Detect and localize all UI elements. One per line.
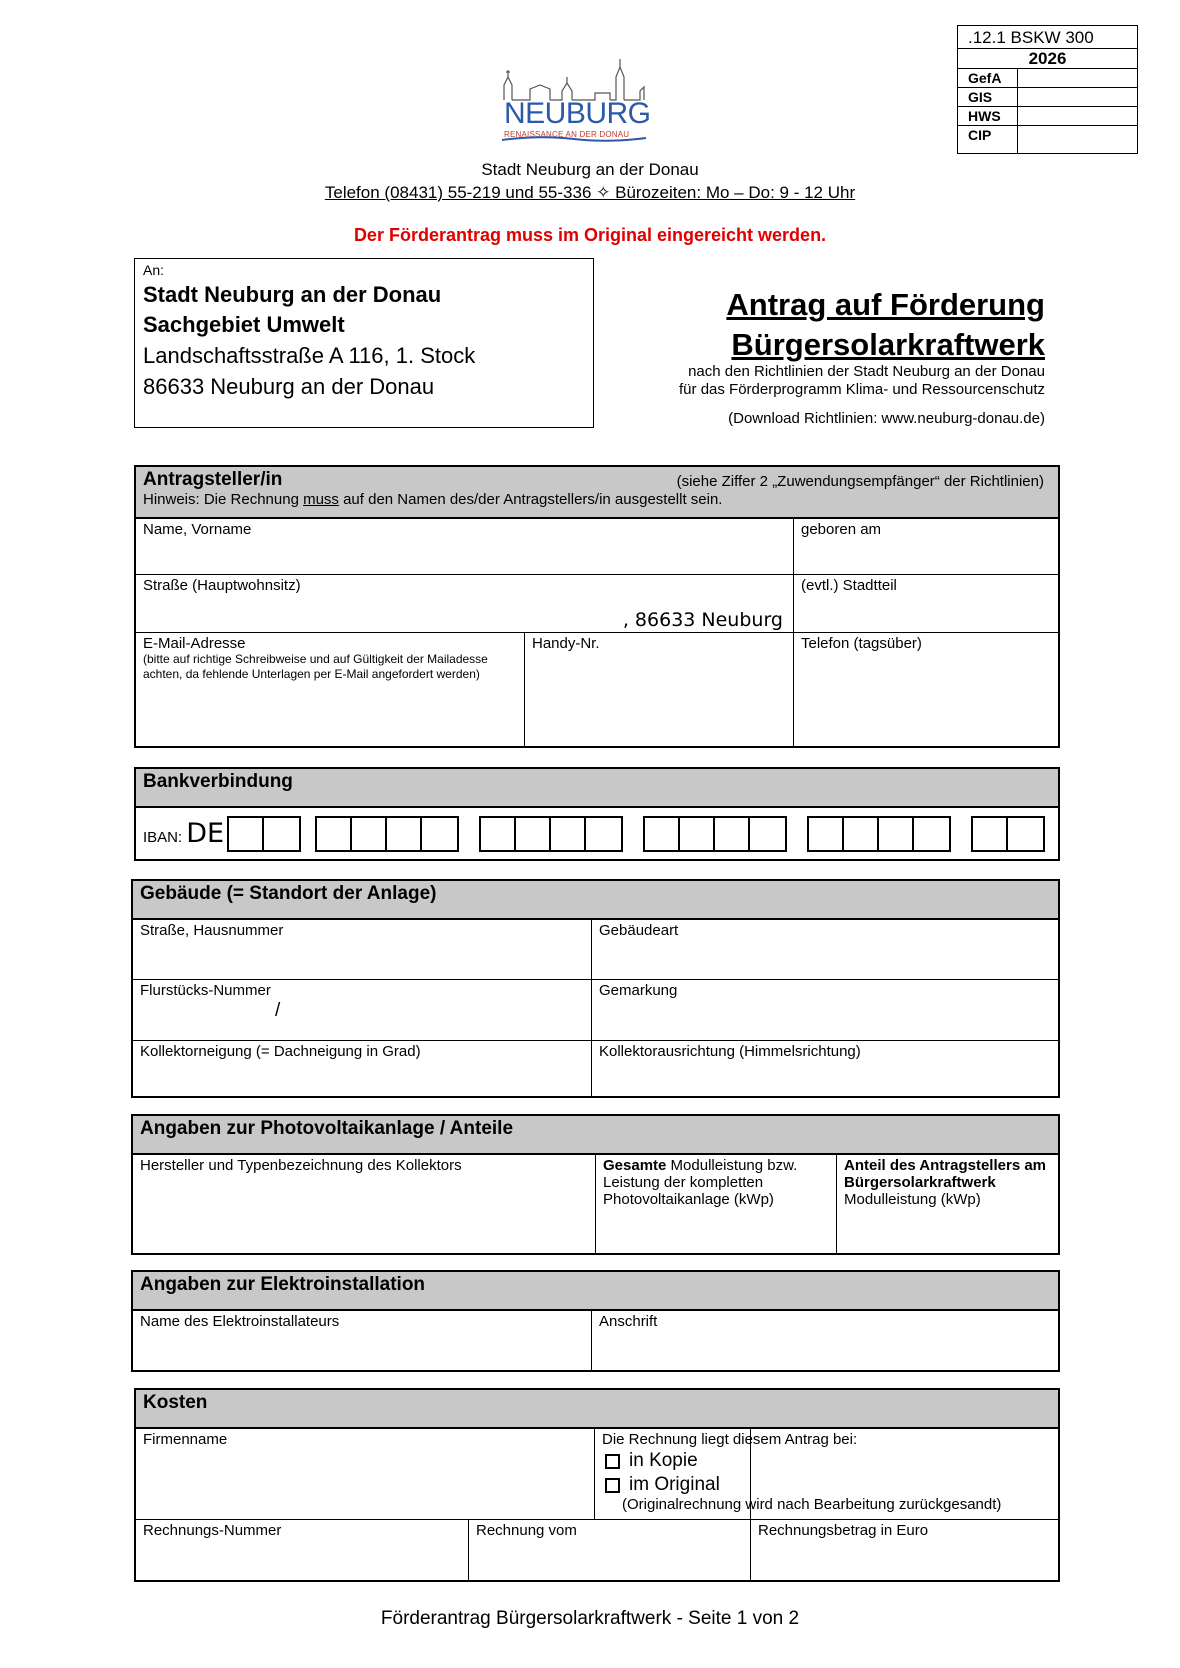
building-type-label: Gebäudeart (599, 922, 679, 939)
iban-group (479, 816, 623, 852)
iban-digit-box[interactable] (809, 818, 844, 850)
invoice-number-label: Rechnungs-Nummer (143, 1522, 282, 1539)
office-row-label: CIP (958, 126, 1018, 153)
tilt-label: Kollektorneigung (= Dachneigung in Grad) (140, 1043, 421, 1060)
iban-digit-box[interactable] (645, 818, 680, 850)
share-output-label: Modulleistung (kWp) (844, 1191, 981, 1208)
copy-checkbox[interactable] (602, 1450, 1051, 1472)
invoice-attachment-options (594, 1429, 1058, 1520)
costs-section (134, 1388, 1060, 1582)
total-output-label: Modulleistung bzw. Leistung der kompletten Photovoltaikanlage (kWp) (603, 1157, 798, 1208)
company-name-label: Firmenname (143, 1431, 228, 1448)
form-title-line-2: Bürgersolarkraftwerk (731, 327, 1045, 362)
pv-section (131, 1114, 1060, 1255)
bank-section (134, 767, 1060, 861)
email-note: (bitte auf richtige Schreibweise und auf Gültigkeit der Mailadesse achten, da fehlende Unterlagen per E-Mail angefordert werden) (143, 652, 488, 681)
electro-heading: Angaben zur Elektroinstallation (140, 1274, 426, 1295)
hint-emphasis: muss (303, 491, 339, 508)
hint-text: auf den Namen des/der Antragstellers/in ausgestellt sein. (338, 491, 723, 508)
bank-heading: Bankverbindung (143, 771, 293, 792)
address-line-2: Sachgebiet Umwelt (143, 312, 345, 337)
form-subtitle-line-2: für das Förderprogramm Klima- und Ressourcenschutz (679, 381, 1045, 398)
office-year: 2026 (958, 49, 1137, 69)
building-header (133, 881, 1058, 920)
pv-header (133, 1116, 1058, 1155)
logo-tagline: RENAISSANCE AN DER DONAU (504, 130, 630, 139)
pv-heading: Angaben zur Photovoltaikanlage / Anteile (140, 1118, 514, 1139)
iban-digit-box[interactable] (387, 818, 422, 850)
iban-digit-box[interactable] (551, 818, 586, 850)
iban-digit-box[interactable] (680, 818, 715, 850)
email-label: E-Mail-Adresse (143, 635, 246, 652)
page-footer: Förderantrag Bürgersolarkraftwerk - Seite 1 von 2 (380, 1608, 800, 1629)
invoice-date-label: Rechnung vom (476, 1522, 577, 1539)
iban-digit-box[interactable] (586, 818, 621, 850)
district-label: (evtl.) Stadtteil (801, 577, 897, 594)
iban-digit-box[interactable] (844, 818, 879, 850)
wave-icon (500, 135, 648, 143)
tilt-field[interactable] (133, 1041, 592, 1096)
city-name: Stadt Neuburg an der Donau (481, 160, 699, 179)
invoice-amount-field[interactable] (751, 1520, 1058, 1580)
iban-label: IBAN: (143, 829, 183, 846)
installer-name-label: Name des Elektroinstallateurs (140, 1313, 340, 1330)
iban-digit-box[interactable] (317, 818, 352, 850)
address-to-label: An: (143, 262, 165, 278)
building-section (131, 879, 1060, 1098)
orientation-field[interactable] (592, 1041, 1058, 1096)
total-output-field[interactable] (596, 1155, 837, 1253)
iban-digit-box[interactable] (973, 818, 1008, 850)
parcel-label: Flurstücks-Nummer (140, 982, 271, 999)
share-output-emphasis: Anteil des Antragstellers am Bürgersolarkraftwerk (844, 1157, 1047, 1191)
iban-group (971, 816, 1045, 852)
iban-digit-box[interactable] (422, 818, 457, 850)
mobile-label: Handy-Nr. (532, 635, 600, 652)
cadastral-district-field[interactable] (592, 980, 1058, 1041)
building-heading: Gebäude (= Standort der Anlage) (140, 883, 437, 904)
office-row-label: GefA (958, 69, 1018, 87)
download-note: (Download Richtlinien: www.neuburg-donau.de) (728, 410, 1045, 427)
neuburg-logo (500, 55, 651, 140)
form-subtitle (600, 363, 1045, 399)
checkbox-icon (605, 1478, 620, 1493)
address-line-3: Landschaftsstraße A 116, 1. Stock (143, 343, 476, 368)
applicant-heading: Antragsteller/in (143, 469, 283, 490)
costs-heading: Kosten (143, 1392, 208, 1413)
total-output-emphasis: Gesamte (603, 1157, 667, 1174)
applicant-header (136, 467, 1058, 519)
iban-digit-box[interactable] (352, 818, 387, 850)
invoice-attached-label: Die Rechnung liegt diesem Antrag bei: (602, 1431, 858, 1448)
iban-digit-box[interactable] (715, 818, 750, 850)
iban-digit-box[interactable] (750, 818, 785, 850)
iban-digit-box[interactable] (481, 818, 516, 850)
hint-text: Hinweis: Die Rechnung (143, 491, 304, 508)
applicant-reference: (siehe Ziffer 2 „Zuwendungsempfänger“ der Richtlinien) (676, 473, 1044, 490)
applicant-section (134, 465, 1060, 748)
iban-prefix: DE (186, 818, 225, 849)
invoice-number-field[interactable] (136, 1520, 469, 1580)
street-label: Straße (Hauptwohnsitz) (143, 577, 301, 594)
office-use-box (957, 25, 1138, 154)
form-title-line-1: Antrag auf Förderung (726, 287, 1045, 322)
logo-wordmark: NEUBURG (504, 97, 651, 130)
checkbox-icon (605, 1454, 620, 1469)
collector-maker-field[interactable] (133, 1155, 596, 1253)
iban-group (227, 816, 301, 852)
iban-group (315, 816, 459, 852)
district-field[interactable] (794, 575, 1058, 633)
mobile-field[interactable] (525, 633, 794, 746)
phone-label: Telefon (tagsüber) (801, 635, 922, 652)
installer-address-field[interactable] (592, 1311, 1058, 1370)
cadastral-district-label: Gemarkung (599, 982, 678, 999)
iban-digit-box[interactable] (229, 818, 264, 850)
installer-address-label: Anschrift (599, 1313, 658, 1330)
email-field[interactable] (136, 633, 525, 746)
office-row (958, 88, 1137, 107)
parcel-separator: / (275, 1000, 281, 1021)
birthdate-field[interactable] (794, 519, 1058, 575)
iban-group (643, 816, 787, 852)
office-code: .12.1 BSKW 300 (958, 26, 1137, 49)
name-label: Name, Vorname (143, 521, 252, 538)
form-subtitle-line-1: nach den Richtlinien der Stadt Neuburg an der Donau (688, 363, 1045, 380)
office-hours: Telefon (08431) 55-219 und 55-336 ✧ Bürozeiten: Mo – Do: 9 - 12 Uhr (324, 183, 856, 202)
invoice-date-field[interactable] (469, 1520, 751, 1580)
office-row-label: GIS (958, 88, 1018, 106)
office-row (958, 107, 1137, 126)
iban-field[interactable] (136, 808, 1058, 859)
costs-header (136, 1390, 1058, 1429)
building-type-field[interactable] (592, 920, 1058, 980)
address-line-4: 86633 Neuburg an der Donau (143, 374, 435, 399)
electro-section (131, 1270, 1060, 1372)
name-field[interactable] (136, 519, 794, 575)
birthdate-label: geboren am (801, 521, 882, 538)
street-field[interactable] (136, 575, 794, 633)
street-prefilled-city: , 86633 Neuburg (622, 609, 783, 631)
installer-name-field[interactable] (133, 1311, 592, 1370)
collector-maker-label: Hersteller und Typenbezeichnung des Kollektors (140, 1157, 462, 1174)
share-output-field[interactable] (837, 1155, 1058, 1253)
electro-header (133, 1272, 1058, 1311)
office-row (958, 69, 1137, 88)
iban-group (807, 816, 951, 852)
parcel-field[interactable] (133, 980, 592, 1041)
original-note: (Originalrechnung wird nach Bearbeitung zurückgesandt) (622, 1496, 1002, 1513)
iban-digit-box[interactable] (879, 818, 914, 850)
applicant-hint (143, 491, 1051, 508)
iban-digit-box[interactable] (516, 818, 551, 850)
orientation-label: Kollektorausrichtung (Himmelsrichtung) (599, 1043, 861, 1060)
office-row-label: HWS (958, 107, 1018, 125)
office-row (958, 126, 1137, 153)
original-checkbox[interactable] (602, 1474, 1051, 1496)
copy-label: in Kopie (629, 1450, 698, 1471)
building-street-field[interactable] (133, 920, 592, 980)
iban-digit-box[interactable] (1008, 818, 1043, 850)
recipient-address (134, 258, 594, 428)
address-line-1: Stadt Neuburg an der Donau (143, 282, 442, 307)
original-warning: Der Förderantrag muss im Original eingereicht werden. (353, 225, 827, 245)
iban-digit-box[interactable] (264, 818, 299, 850)
iban-digit-box[interactable] (914, 818, 949, 850)
invoice-amount-label: Rechnungsbetrag in Euro (758, 1522, 929, 1539)
original-label: im Original (629, 1474, 720, 1495)
phone-field[interactable] (794, 633, 1058, 746)
form-title (620, 285, 1045, 365)
building-street-label: Straße, Hausnummer (140, 922, 284, 939)
bank-header (136, 769, 1058, 808)
